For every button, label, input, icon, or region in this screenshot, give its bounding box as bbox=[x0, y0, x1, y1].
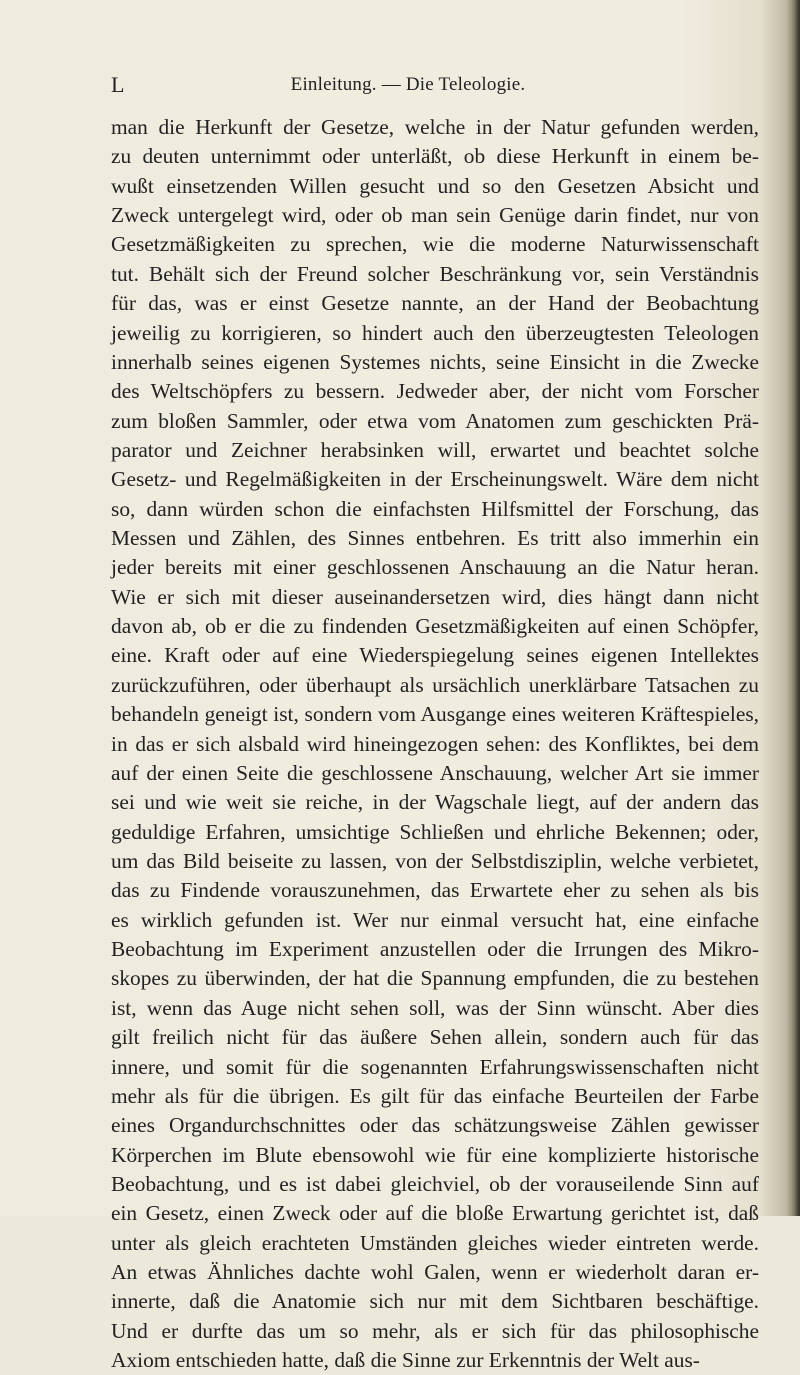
text-line: in das er sich alsbald wird hineingezogen sehen: des Konfliktes, bei dem bbox=[111, 731, 759, 756]
text-line: skopes zu überwinden, der hat die Spannung empfunden, die zu bestehen bbox=[111, 966, 759, 991]
text-line: Beobachtung im Experiment anzustellen oder die Irrungen des Mikro- bbox=[111, 937, 759, 962]
text-line: um das Bild beiseite zu lassen, von der Selbstdisziplin, welche verbietet, bbox=[111, 848, 759, 873]
text-line: An etwas Ähnliches dachte wohl Galen, wenn er wiederholt daran er- bbox=[111, 1260, 759, 1285]
text-line: das zu Findende vorauszunehmen, das Erwartete eher zu sehen als bis bbox=[111, 878, 759, 903]
text-line: Zweck untergelegt wird, oder ob man sein Genüge darin findet, nur von bbox=[111, 203, 759, 228]
page-edge-shadow bbox=[786, 0, 800, 1216]
text-line: man die Herkunft der Gesetze, welche in der Natur gefunden werden, bbox=[111, 115, 759, 139]
text-line: Gesetz- und Regelmäßigkeiten in der Erscheinungswelt. Wäre dem nicht bbox=[111, 467, 759, 492]
text-line: Gesetzmäßigkeiten zu sprechen, wie die moderne Naturwissenschaft bbox=[111, 232, 759, 257]
text-line: tut. Behält sich der Freund solcher Beschränkung vor, sein Verständnis bbox=[111, 261, 759, 286]
text-line: davon ab, ob er die zu findenden Gesetzmäßigkeiten auf einen Schöpfer, bbox=[111, 614, 759, 639]
text-line: Beobachtung, und es ist dabei gleichviel, ob der vorauseilende Sinn auf bbox=[111, 1171, 759, 1196]
text-line: Körperchen im Blute ebensowohl wie für eine komplizierte historische bbox=[111, 1142, 759, 1167]
text-line: ein Gesetz, einen Zweck oder auf die bloße Erwartung gerichtet ist, daß bbox=[111, 1201, 759, 1226]
text-line: eines Organdurchschnittes oder das schätzungsweise Zählen gewisser bbox=[111, 1113, 759, 1138]
page-number: L bbox=[111, 72, 126, 97]
text-line: wußt einsetzenden Willen gesucht und so den Gesetzen Absicht und bbox=[111, 173, 759, 198]
text-line: behandeln geneigt ist, sondern vom Ausgange eines weiteren Kräftespieles, bbox=[111, 702, 759, 727]
body-text bbox=[111, 113, 759, 1375]
text-line: zu deuten unternimmt oder unterläßt, ob diese Herkunft in einem be- bbox=[111, 144, 759, 169]
text-line: jeder bereits mit einer geschlossenen Anschauung an die Natur heran. bbox=[111, 555, 759, 580]
text-line: es wirklich gefunden ist. Wer nur einmal versucht hat, eine einfache bbox=[111, 907, 759, 932]
text-line: ist, wenn das Auge nicht sehen soll, was der Sinn wünscht. Aber dies bbox=[111, 995, 759, 1020]
page-header bbox=[111, 72, 705, 98]
text-line: so, dann würden schon die einfachsten Hilfsmittel der Forschung, das bbox=[111, 496, 759, 521]
text-line: mehr als für die übrigen. Es gilt für das einfache Beurteilen der Farbe bbox=[111, 1083, 759, 1108]
text-line: für das, was er einst Gesetze nannte, an der Hand der Beobachtung bbox=[111, 291, 759, 316]
text-line: unter als gleich erachteten Umständen gleiches wieder eintreten werde. bbox=[111, 1230, 759, 1255]
text-line: zum bloßen Sammler, oder etwa vom Anatomen zum geschickten Prä- bbox=[111, 408, 759, 433]
text-line: geduldige Erfahren, umsichtige Schließen und ehrliche Bekennen; oder, bbox=[111, 819, 759, 844]
text-line: sei und wie weit sie reiche, in der Wagschale liegt, auf der andern das bbox=[111, 790, 759, 815]
text-line: innerhalb seines eigenen Systemes nichts, seine Einsicht in die Zwecke bbox=[111, 349, 759, 374]
text-line: auf der einen Seite die geschlossene Anschauung, welcher Art sie immer bbox=[111, 760, 759, 785]
text-line: gilt freilich nicht für das äußere Sehen allein, sondern auch für das bbox=[111, 1025, 759, 1050]
text-line: zurückzuführen, oder überhaupt als ursächlich unerklärbare Tatsachen zu bbox=[111, 672, 759, 697]
text-line: Messen und Zählen, des Sinnes entbehren. Es tritt also immerhin ein bbox=[111, 526, 759, 551]
running-head: Einleitung. — Die Teleologie. bbox=[290, 74, 526, 95]
text-line: des Weltschöpfers zu bessern. Jedweder aber, der nicht vom Forscher bbox=[111, 379, 759, 404]
text-line: Axiom entschieden hatte, daß die Sinne zur Erkenntnis der Welt aus- bbox=[111, 1348, 700, 1373]
text-line: Und er durfte das um so mehr, als er sich für das philosophische bbox=[111, 1318, 759, 1343]
text-line: eine. Kraft oder auf eine Wiederspiegelung seines eigenen Intellektes bbox=[111, 643, 759, 668]
text-line: jeweilig zu korrigieren, so hindert auch den überzeugtesten Teleologen bbox=[111, 320, 759, 345]
text-line: innere, und somit für die sogenannten Erfahrungswissenschaften nicht bbox=[111, 1054, 759, 1079]
text-line: innerte, daß die Anatomie sich nur mit dem Sichtbaren beschäftige. bbox=[111, 1289, 759, 1314]
text-line: Wie er sich mit dieser auseinandersetzen wird, dies hängt dann nicht bbox=[111, 584, 759, 609]
text-line: parator und Zeichner herabsinken will, erwartet und beachtet solche bbox=[111, 437, 759, 462]
